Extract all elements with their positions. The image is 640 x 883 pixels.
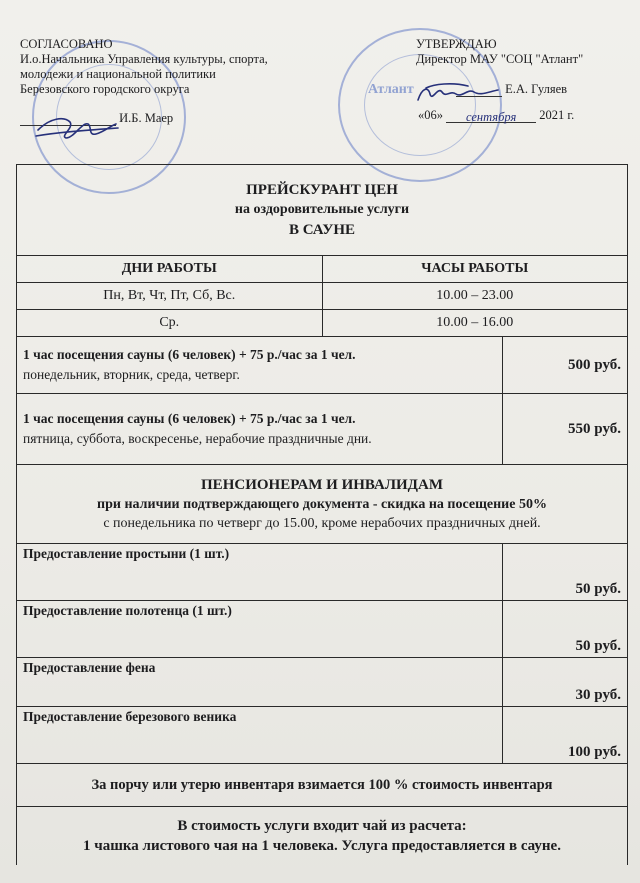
approval-date-day: «06» <box>418 108 443 122</box>
service-title: 1 час посещения сауны (6 человек) + 75 р./час за 1 чел. <box>23 347 356 362</box>
approval-position-line: Березовского городского округа <box>20 82 190 96</box>
tea-note <box>17 807 628 866</box>
title-line-3: В САУНЕ <box>288 222 356 238</box>
pensioners-discount <box>17 465 628 544</box>
pensioners-heading: ПЕНСИОНЕРАМ И ИНВАЛИДАМ <box>201 476 443 493</box>
extra-service-price: 100 руб. <box>503 707 628 764</box>
signature-right <box>412 80 502 110</box>
seal-text: Атлант <box>368 82 414 97</box>
schedule-days: Ср. <box>17 310 323 337</box>
extra-service-price: 30 руб. <box>503 658 628 707</box>
pensioners-line-2: с понедельника по четверг до 15.00, кроме нерабочих праздничных дней. <box>103 515 541 531</box>
schedule-hours: 10.00 – 16.00 <box>322 310 628 337</box>
signer-name-left: И.Б. Маер <box>119 111 174 125</box>
extra-service-row <box>17 544 628 601</box>
extra-service-row <box>17 601 628 658</box>
approval-date-month <box>446 110 536 123</box>
approval-position-right: Директор МАУ "СОЦ "Атлант" <box>416 52 584 66</box>
tea-line-1: В стоимость услуги входит чай из расчета: <box>177 818 467 834</box>
extra-service-row <box>17 707 628 764</box>
title-line-1: ПРЕЙСКУРАНТ ЦЕН <box>246 182 398 198</box>
service-row <box>17 394 628 465</box>
column-header-hours: ЧАСЫ РАБОТЫ <box>322 256 628 283</box>
approval-date-year: 2021 г. <box>539 108 575 122</box>
pensioners-line-1: при наличии подтверждающего документа - скидка на посещение 50% <box>97 496 547 512</box>
extra-service-label: Предоставление березового веника <box>17 707 503 764</box>
service-price: 550 руб. <box>503 394 628 465</box>
approval-position-line: И.о.Начальника Управления культуры, спорта, <box>20 52 268 66</box>
damage-note: За порчу или утерю инвентаря взимается 100 % стоимость инвентаря <box>17 764 628 807</box>
extra-service-label: Предоставление фена <box>17 658 503 707</box>
sauna-services-table <box>16 337 628 865</box>
schedule-row <box>17 310 628 337</box>
column-header-days: ДНИ РАБОТЫ <box>17 256 323 283</box>
service-row <box>17 337 628 394</box>
date-month-text: сентября <box>465 110 517 124</box>
extra-service-price: 50 руб. <box>503 601 628 658</box>
schedule-row <box>17 283 628 310</box>
service-description <box>17 394 503 465</box>
signature-left <box>30 112 120 142</box>
extra-service-row <box>17 658 628 707</box>
service-days: пятница, суббота, воскресенье, нерабочие праздничные дни. <box>23 431 372 446</box>
price-table <box>16 164 628 337</box>
extra-service-label: Предоставление полотенца (1 шт.) <box>17 601 503 658</box>
service-title: 1 час посещения сауны (6 человек) + 75 р./час за 1 чел. <box>23 411 356 426</box>
approval-heading-right: УТВЕРЖДАЮ <box>416 37 497 51</box>
signer-name-right: Е.А. Гуляев <box>505 82 568 96</box>
approval-position-line: молодежи и национальной политики <box>20 67 216 81</box>
price-list-title <box>17 165 628 256</box>
title-line-2: на оздоровительные услуги <box>234 202 410 217</box>
service-days: понедельник, вторник, среда, четверг. <box>23 367 240 382</box>
extra-service-label: Предоставление простыни (1 шт.) <box>17 544 503 601</box>
approval-heading-left: СОГЛАСОВАНО <box>20 37 113 51</box>
service-description <box>17 337 503 394</box>
schedule-hours: 10.00 – 23.00 <box>322 283 628 310</box>
service-price: 500 руб. <box>503 337 628 394</box>
extra-service-price: 50 руб. <box>503 544 628 601</box>
tea-line-2: 1 чашка листового чая на 1 человека. Услуга предоставляется в сауне. <box>83 838 561 854</box>
schedule-days: Пн, Вт, Чт, Пт, Сб, Вс. <box>17 283 323 310</box>
